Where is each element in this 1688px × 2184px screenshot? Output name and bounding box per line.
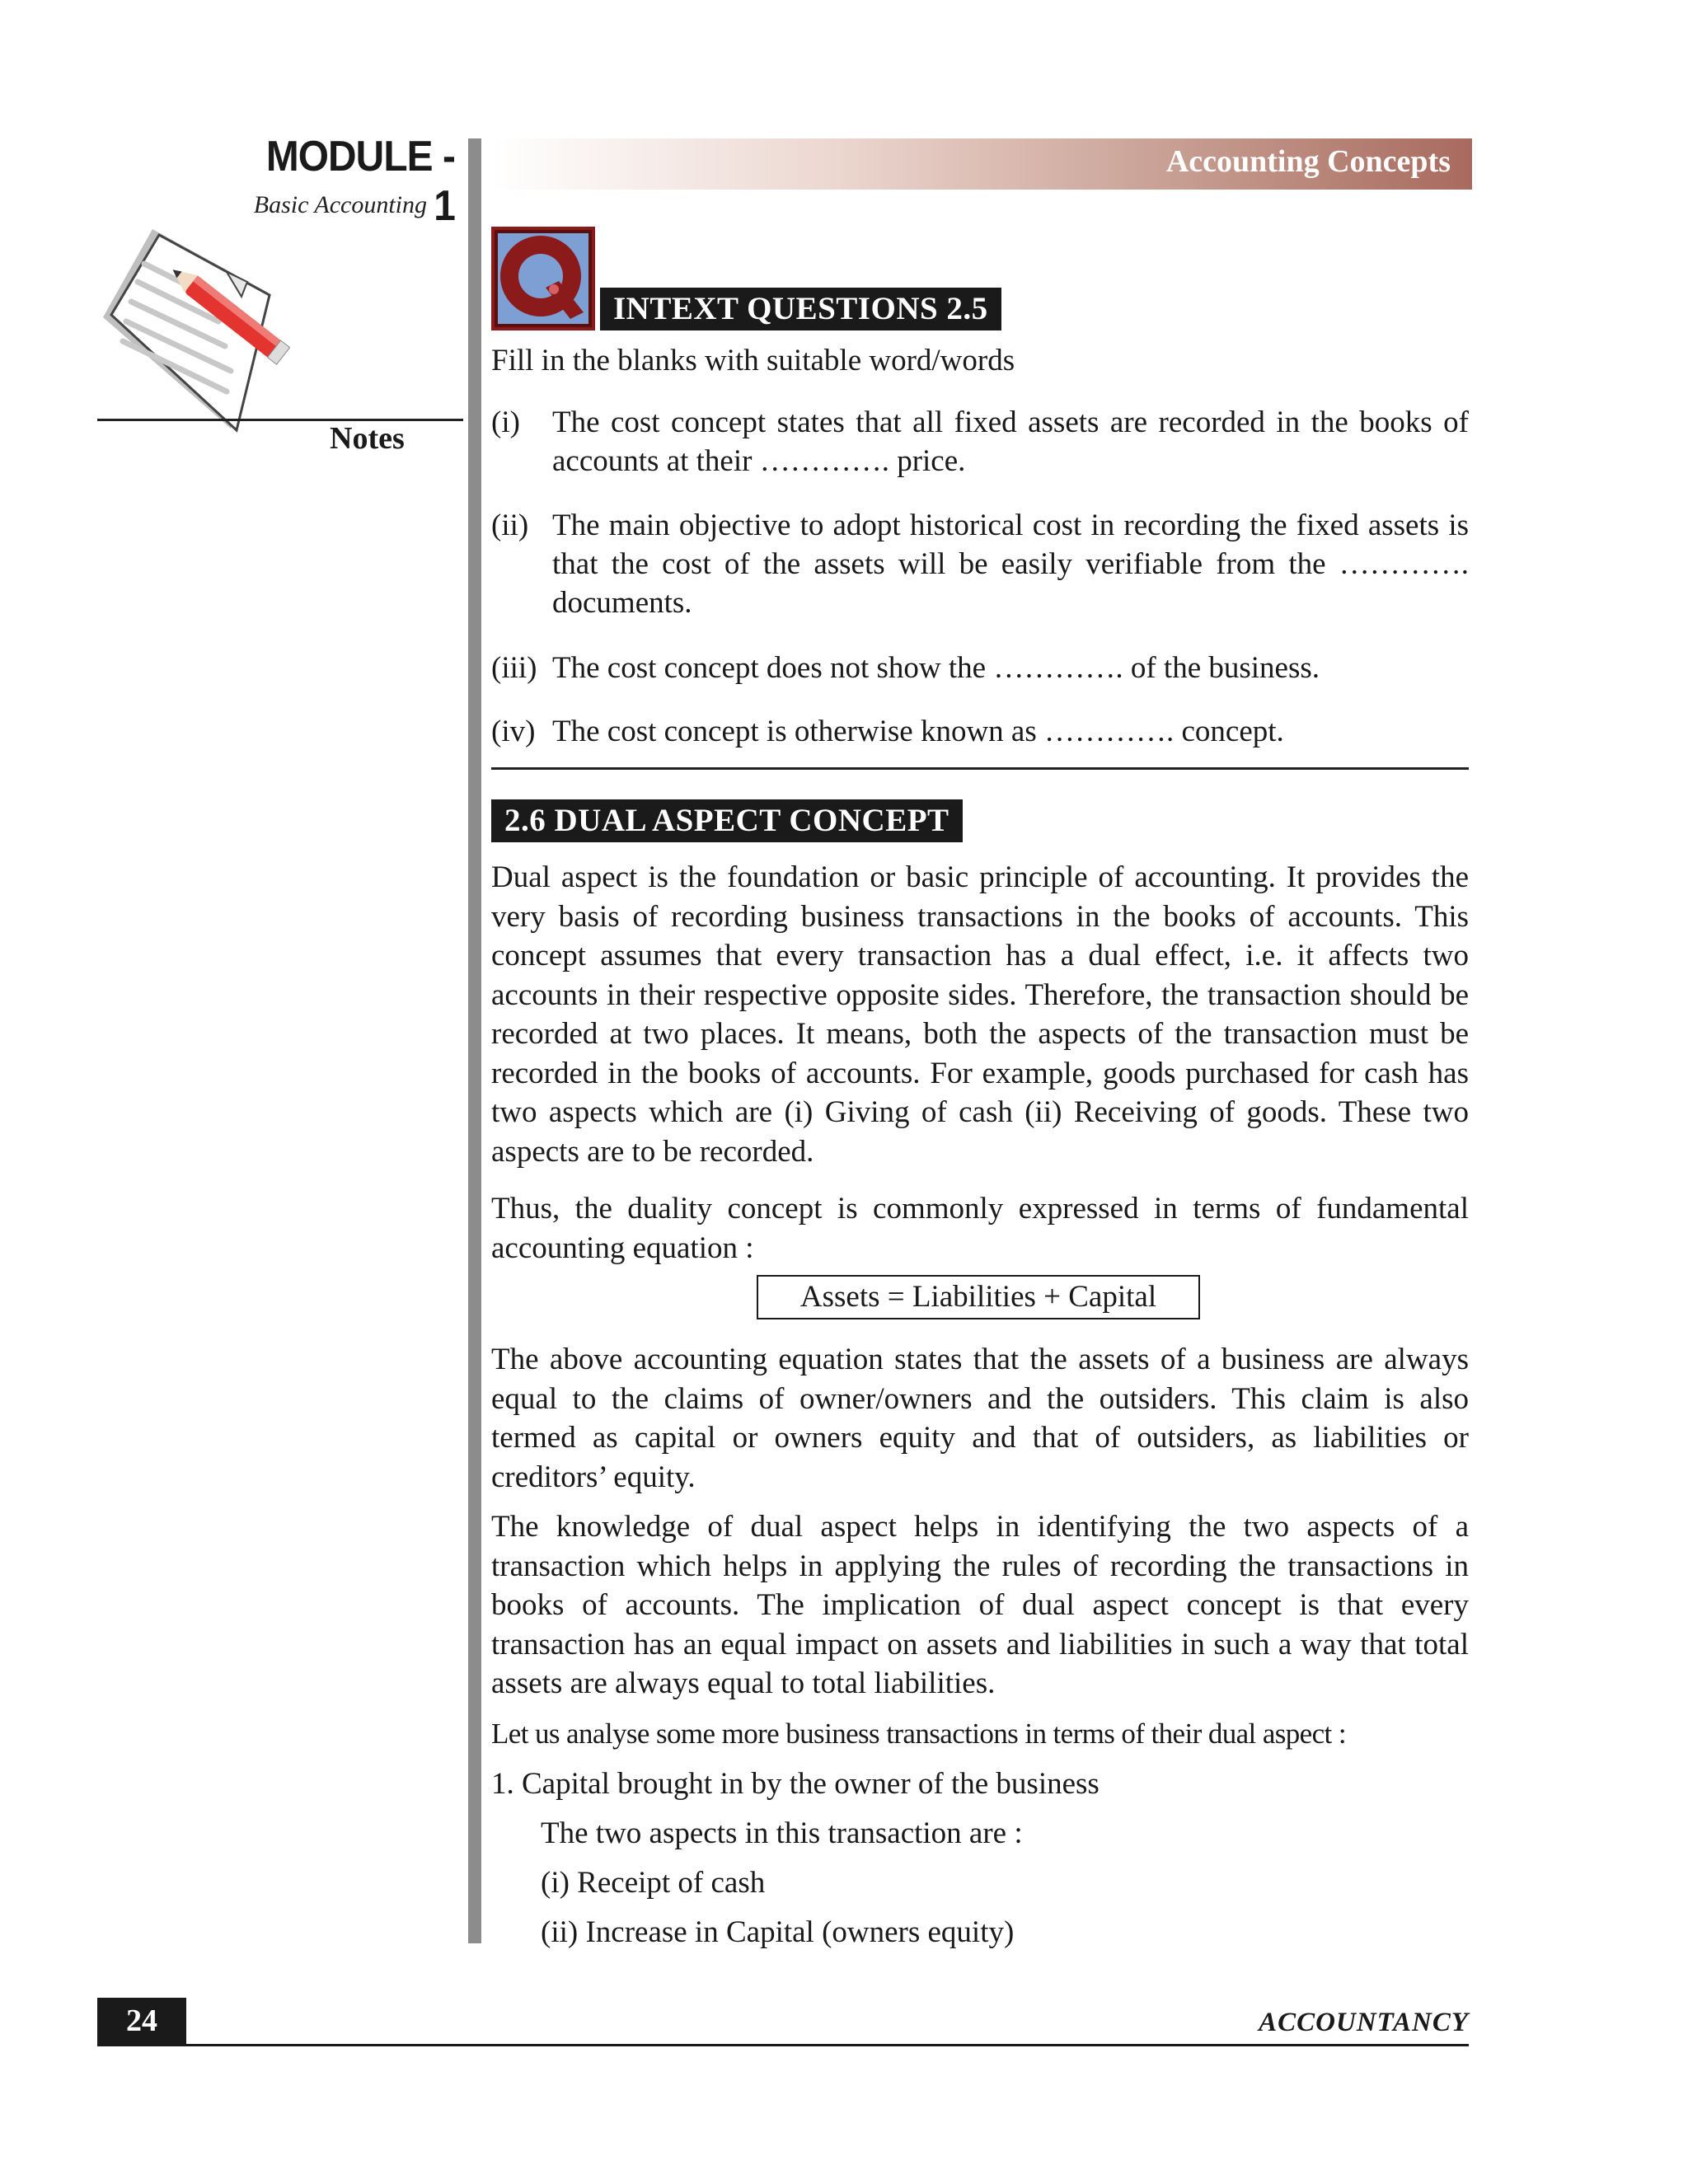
chapter-title: Accounting Concepts (1165, 144, 1451, 179)
notes-label: Notes (330, 421, 405, 456)
section-divider (491, 767, 1469, 770)
question-text: The cost concept does not show the …………. of the business. (552, 651, 1320, 685)
notes-divider (97, 419, 463, 421)
question-item (491, 506, 1469, 622)
question-text: The main objective to adopt historical cost in recording the fixed assets is that the cost of the assets will be easily verifiable from the …………. documents. (552, 509, 1469, 620)
question-item (491, 712, 1469, 751)
section-paragraph: The knowledge of dual aspect helps in identifying the two aspects of a transaction which helps in applying the rules of recording the transactions in books of accounts. The implication of dual aspect concept is that every transaction has an equal impact on assets and liabilities in such a way that total assets are always equal to total liabilities. (491, 1510, 1469, 1700)
section-title: 2.6 DUAL ASPECT CONCEPT (491, 799, 963, 842)
list-sub-item: (ii) Increase in Capital (owners equity) (541, 1915, 1015, 1949)
section-paragraph: Thus, the duality concept is commonly expressed in terms of fundamental accounting equation : (491, 1192, 1469, 1265)
intext-instruction: Fill in the blanks with suitable word/words (491, 344, 1015, 377)
question-number: (ii) (491, 509, 529, 542)
module-subtitle: Basic Accounting (253, 191, 427, 218)
question-number: (i) (491, 405, 520, 439)
question-item (491, 403, 1469, 480)
list-sub-item: (i) Receipt of cash (541, 1866, 766, 1900)
question-number: (iv) (491, 715, 536, 748)
section-paragraph: Dual aspect is the foundation or basic principle of accounting. It provides the very basis of recording business transactions in the books of accounts. This concept assumes that every transaction has a dual effect, i.e. it affects two accounts in their respective opposite sides. Therefore, the transaction should be recorded at two places. It means, both the aspects of the transaction must be recorded in the books of accounts. For example, goods purchased for cash has two aspects which are (i) Giving of cash (ii) Receiving of goods. These two aspects are to be recorded. (491, 860, 1469, 1169)
question-number: (iii) (491, 651, 537, 685)
chapter-header-banner (491, 138, 1472, 190)
footer-rule (97, 2044, 1469, 2046)
question-text: The cost concept is otherwise known as …………. concept. (552, 715, 1284, 748)
list-item: 1. Capital brought in by the owner of the business (491, 1767, 1100, 1801)
list-item-intro: The two aspects in this transaction are : (541, 1816, 1023, 1850)
question-q-icon (491, 227, 595, 330)
question-text: The cost concept states that all fixed assets are recorded in the books of accounts at their …………. price. (552, 405, 1469, 478)
margin-divider-bar (468, 138, 481, 1943)
intext-questions-label: INTEXT QUESTIONS 2.5 (600, 288, 1001, 330)
footer-subject: ACCOUNTANCY (1259, 2008, 1469, 2037)
section-paragraph: Let us analyse some more business transactions in terms of their dual aspect : (491, 1718, 1346, 1750)
question-item (491, 649, 1469, 687)
accounting-equation-box: Assets = Liabilities + Capital (757, 1275, 1200, 1319)
section-paragraph: The above accounting equation states that the assets of a business are always equal to the claims of owner/owners and the outsiders. This claim is also termed as capital or owners equity and that of outsiders, as liabilities or creditors’ equity. (491, 1343, 1469, 1494)
module-title: MODULE - 1 (265, 133, 455, 230)
page-number: 24 (97, 1998, 186, 2044)
